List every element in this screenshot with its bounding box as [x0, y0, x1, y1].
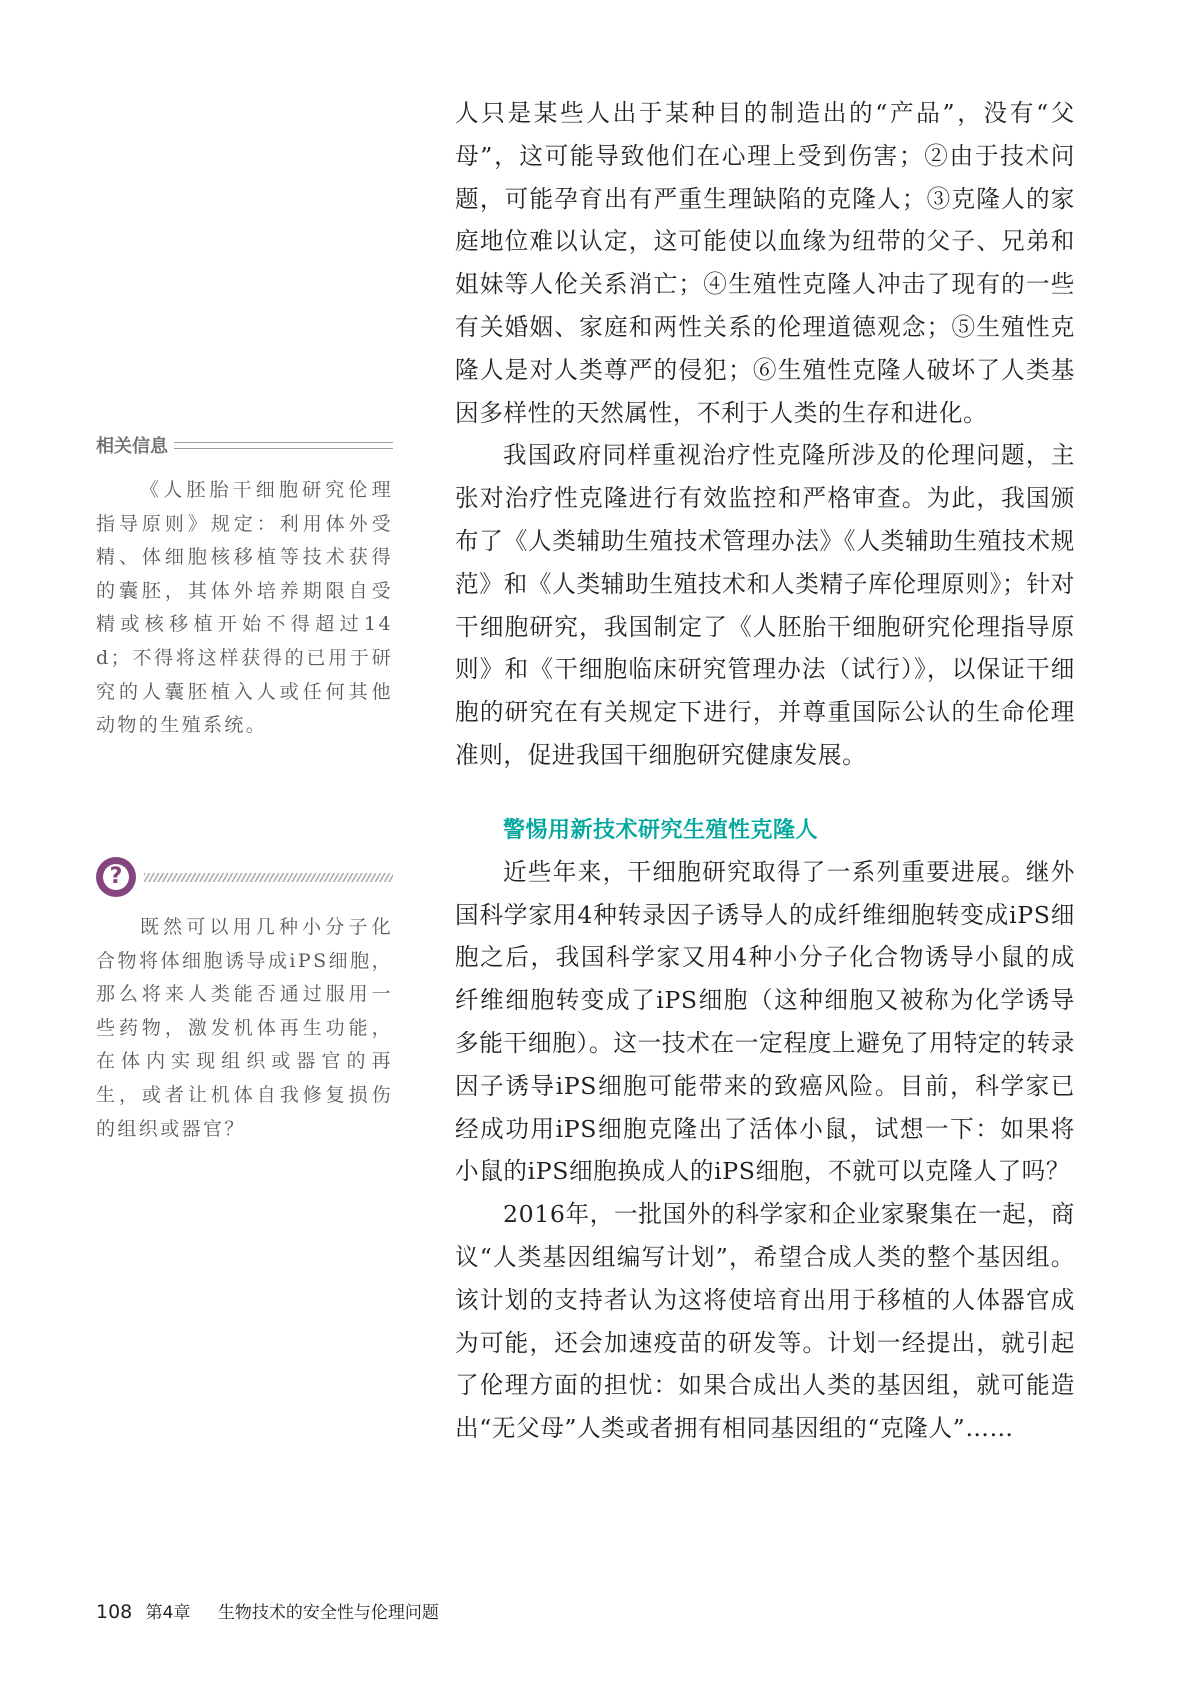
- page-footer: [96, 1598, 439, 1623]
- related-info-header: [96, 430, 393, 460]
- question-text: 既然可以用几种小分子化合物将体细胞诱导成iPS细胞，那么将来人类能否通过服用一些药物，激发机体再生功能，在体内实现组织或器官的再生，或者让机体自我修复损伤的组织或器官？: [96, 916, 393, 1140]
- question-box: [96, 855, 393, 1146]
- double-rule-divider: [174, 442, 393, 449]
- body-paragraph-genome-project: 2016年，一批国外的科学家和企业家聚集在一起，商议“人类基因组编写计划”，希望合成人类的整个基因组。该计划的支持者认为这将使培育出用于移植的人体器官成为可能，还会加速疫苗的研发等。计划一经提出，就引起了伦理方面的担忧：如果合成出人类的基因组，就可能造出“无父母”人类或者拥有相同基因组的“克隆人”……: [455, 1200, 1075, 1443]
- main-text-column: [455, 92, 1075, 1450]
- body-paragraph-ips-cells: 近些年来，干细胞研究取得了一系列重要进展。继外国科学家用4种转录因子诱导人的成纤维细胞转变成iPS细胞之后，我国科学家又用4种小分子化合物诱导小鼠的成纤维细胞转变成了iPS细胞（这种细胞又被称为化学诱导多能干细胞）。这一技术在一定程度上避免了用特定的转录因子诱导iPS细胞可能带来的致癌风险。目前，科学家已经成功用iPS细胞克隆出了活体小鼠，试想一下：如果将小鼠的iPS细胞换成人的iPS细胞，不就可以克隆人了吗？: [455, 857, 1075, 1186]
- question-header: [96, 855, 393, 899]
- related-info-box: [96, 430, 393, 743]
- chapter-label: 第4章: [145, 1603, 191, 1623]
- section-heading: 警惕用新技术研究生殖性克隆人: [503, 817, 819, 843]
- body-paragraph-continued: 人只是某些人出于某种目的制造出的“产品”，没有“父母”，这可能导致他们在心理上受到伤害；②由于技术问题，可能孕育出有严重生理缺陷的克隆人；③克隆人的家庭地位难以认定，这可能使以血缘为纽带的父子、兄弟和姐妹等人伦关系消亡；④生殖性克隆人冲击了现有的一些有关婚姻、家庭和两性关系的伦理道德观念；⑤生殖性克隆人是对人类尊严的侵犯；⑥生殖性克隆人破坏了人类基因多样性的天然属性，不利于人类的生存和进化。: [455, 99, 1075, 427]
- body-paragraph-ethics-regulation: 我国政府同样重视治疗性克隆所涉及的伦理问题，主张对治疗性克隆进行有效监控和严格审查。为此，我国颁布了《人类辅助生殖技术管理办法》《人类辅助生殖技术规范》和《人类辅助生殖技术和人类精子库伦理原则》；针对干细胞研究，我国制定了《人胚胎干细胞研究伦理指导原则》和《干细胞临床研究管理办法（试行）》，以保证干细胞的研究在有关规定下进行，并尊重国际公认的生命伦理准则，促进我国干细胞研究健康发展。: [455, 441, 1075, 769]
- related-info-title: 相关信息: [96, 436, 168, 457]
- chapter-title: 生物技术的安全性与伦理问题: [217, 1603, 439, 1623]
- related-info-text: 《人胚胎干细胞研究伦理指导原则》规定：利用体外受精、体细胞核移植等技术获得的囊胚，其体外培养期限自受精或核移植开始不得超过14 d；不得将这样获得的已用于研究的人囊胚植入人或任何其他动物的生殖系统。: [96, 479, 393, 737]
- hatched-divider: [144, 873, 393, 882]
- question-icon: ?: [96, 857, 136, 897]
- page-number: 108: [96, 1601, 133, 1623]
